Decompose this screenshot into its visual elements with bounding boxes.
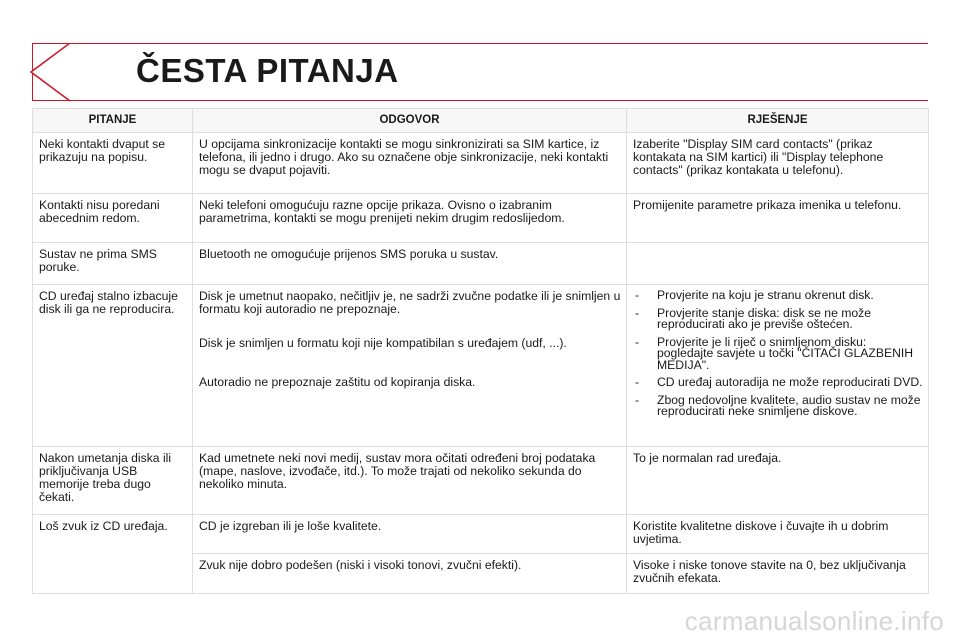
solution-bullet: - Provjerite na koju je stranu okrenut disk. xyxy=(633,290,923,302)
answer-paragraph: Disk je umetnut naopako, nečitljiv je, ne sadrži zvučne podatke ili je snimljen u formatu koji autoradio ne prepoznaje. xyxy=(199,289,621,316)
answer-paragraph: Disk je snimljen u formatu koji nije kompatibilan s uređajem (udf, ...). xyxy=(199,336,567,350)
solution-bullet: - Provjerite stanje diska: disk se ne može reproducirati ako je previše oštećen. xyxy=(633,308,923,331)
answer-cell xyxy=(193,285,627,447)
solution-bullet-list xyxy=(633,290,923,418)
answer-cell: U opcijama sinkronizacije kontakti se mogu sinkronizirati sa SIM kartice, iz telefona, ili jedno i drugo. Ako su označene obje sinkronizacije, neki kontakti mogu se dvaput pojaviti. xyxy=(193,133,627,194)
question-cell: Loš zvuk iz CD uređaja. xyxy=(33,515,193,594)
solution-cell: Promijenite parametre prikaza imenika u telefonu. xyxy=(627,194,929,243)
table-row xyxy=(33,515,929,554)
question-cell: Kontakti nisu poredani abecednim redom. xyxy=(33,194,193,243)
table-row xyxy=(33,133,929,194)
solution-cell xyxy=(627,285,929,447)
solution-bullet: - Zbog nedovoljne kvalitete, audio sustav ne može reproducirati neke snimljene diskove. xyxy=(633,395,923,418)
faq-table xyxy=(32,108,929,594)
table-row xyxy=(33,447,929,515)
column-header-solution: RJEŠENJE xyxy=(627,109,929,133)
solution-cell xyxy=(627,243,929,285)
solution-cell: Koristite kvalitetne diskove i čuvajte ih u dobrim uvjetima. xyxy=(627,515,929,554)
answer-paragraph: Autoradio ne prepoznaje zaštitu od kopiranja diska. xyxy=(199,375,476,389)
page-title: ČESTA PITANJA xyxy=(136,52,399,89)
question-cell: Sustav ne prima SMS poruke. xyxy=(33,243,193,285)
question-cell: Neki kontakti dvaput se prikazuju na popisu. xyxy=(33,133,193,194)
answer-cell: CD je izgreban ili je loše kvalitete. xyxy=(193,515,627,554)
table-header-row xyxy=(33,109,929,133)
header-corner-triangle xyxy=(30,43,72,103)
solution-cell: Izaberite "Display SIM card contacts" (prikaz kontakata na SIM kartici) ili "Display telephone contacts" (prikaz kontakata u telefonu). xyxy=(627,133,929,194)
answer-cell: Kad umetnete neki novi medij, sustav mora očitati određeni broj podataka (mape, naslove, izvođače, itd.). To može trajati od nekoliko sekunda do nekoliko minuta. xyxy=(193,447,627,515)
question-cell: Nakon umetanja diska ili priključivanja USB memorije treba dugo čekati. xyxy=(33,447,193,515)
column-header-answer: ODGOVOR xyxy=(193,109,627,133)
answer-cell: Neki telefoni omogućuju razne opcije prikaza. Ovisno o izabranim parametrima, kontakti se mogu prenijeti nekim drugim redoslijedom. xyxy=(193,194,627,243)
table-row xyxy=(33,285,929,447)
solution-bullet: - Provjerite je li riječ o snimljenom disku: pogledajte savjete u točki "ČITAČI GLAZBENIH MEDIJA". xyxy=(633,337,923,372)
watermark: carmanualsonline.info xyxy=(684,606,944,636)
solution-cell: Visoke i niske tonove stavite na 0, bez uključivanja zvučnih efekata. xyxy=(627,554,929,594)
answer-cell: Zvuk nije dobro podešen (niski i visoki tonovi, zvučni efekti). xyxy=(193,554,627,594)
solution-bullet: - CD uređaj autoradija ne može reproducirati DVD. xyxy=(633,377,923,389)
table-row xyxy=(33,243,929,285)
question-cell: CD uređaj stalno izbacuje disk ili ga ne reproducira. xyxy=(33,285,193,447)
table-row xyxy=(33,194,929,243)
solution-cell: To je normalan rad uređaja. xyxy=(627,447,929,515)
column-header-question: PITANJE xyxy=(33,109,193,133)
answer-cell: Bluetooth ne omogućuje prijenos SMS poruka u sustav. xyxy=(193,243,627,285)
